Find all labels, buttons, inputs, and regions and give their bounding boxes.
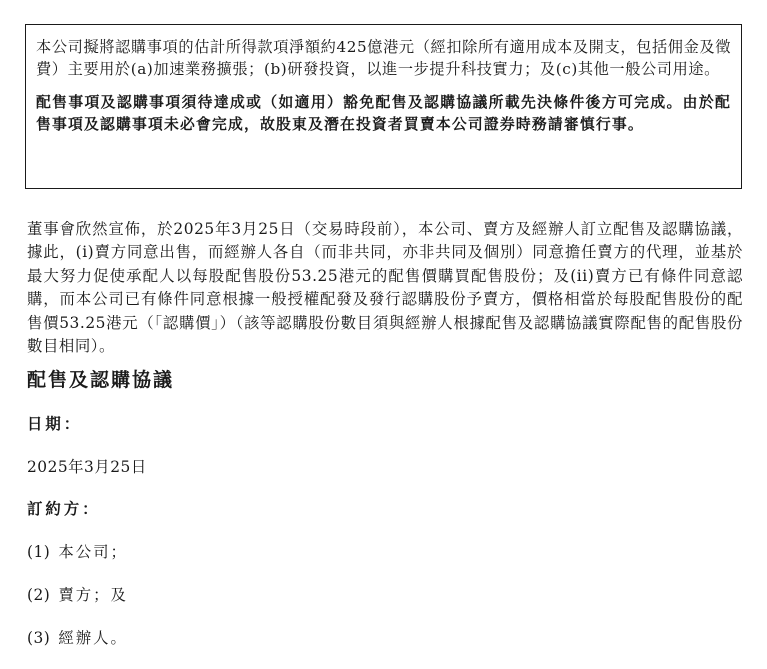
section-heading: 配售及認購協議 bbox=[27, 369, 175, 391]
parties-label: 訂約方： bbox=[27, 500, 101, 518]
party-item bbox=[27, 583, 128, 605]
party-item bbox=[27, 540, 128, 562]
party-number: (1) bbox=[27, 543, 51, 561]
announcement-paragraph: 董事會欣然宣佈，於2025年3月25日（交易時段前），本公司、賣方及經辦人訂立配售及認購協議，據此，(i)賣方同意出售，而經辦人各自（而非共同，亦非共同及個別）同意擔任賣方的代理，並基於最大努力促使承配人以每股配售股份53.25港元的配售價購買配售股份；及(ii)賣方已有條件同意認購，而本公司已有條件同意根據一般授權配發及發行認購股份予賣方，價格相當於每股配售股份的配售價53.25港元（「認購價」）（該等認購股份數目須與經辦人根據配售及認購協議實際配售的配售股份數目相同）。 bbox=[27, 220, 743, 356]
party-name: 本公司； bbox=[58, 543, 128, 561]
date-value: 2025年3月25日 bbox=[27, 458, 147, 476]
proceeds-use-paragraph: 本公司擬將認購事項的估計所得款項淨額約425億港元（經扣除所有適用成本及開支，包括佣金及徵費）主要用於(a)加速業務擴張；(b)研發投資，以進一步提升科技實力；及(c)其他一般公司用途。 bbox=[36, 38, 731, 78]
party-name: 經辦人。 bbox=[58, 629, 128, 647]
caution-statement: 配售事項及認購事項須待達成或（如適用）豁免配售及認購協議所載先決條件後方可完成。由於配售事項及認購事項未必會完成，故股東及潛在投資者買賣本公司證券時務請審慎行事。 bbox=[36, 94, 731, 133]
party-item bbox=[27, 626, 128, 648]
party-name: 賣方；及 bbox=[58, 586, 128, 604]
notice-box bbox=[25, 24, 742, 189]
date-label: 日期： bbox=[27, 415, 83, 433]
party-number: (2) bbox=[27, 586, 51, 604]
party-number: (3) bbox=[27, 629, 51, 647]
